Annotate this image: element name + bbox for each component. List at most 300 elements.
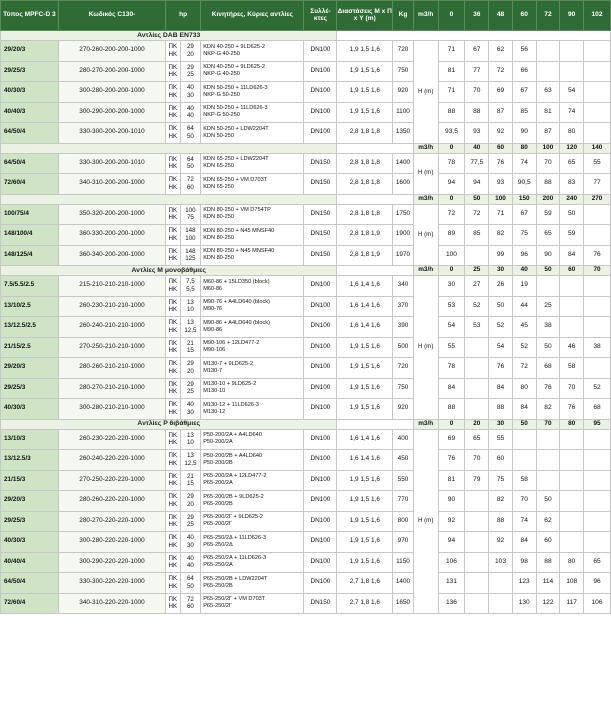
pk-label: ΠΚ: [168, 339, 178, 347]
row-dimensions: 2,8 1,8 1,8: [337, 204, 393, 225]
row-motors: [201, 276, 304, 297]
row-head-value: 30: [438, 276, 465, 297]
row-head-value: [465, 593, 489, 614]
row-head-value: 72: [438, 204, 465, 225]
row-hp: [180, 41, 201, 62]
row-dimensions: 1,6 1,4 1,6: [337, 296, 393, 317]
row-motors: [201, 317, 304, 338]
row-head-value: [465, 491, 489, 512]
row-head-value: 77: [584, 174, 611, 195]
table-row: [1, 82, 611, 103]
row-dimensions: 1,9 1,5 1,6: [337, 82, 393, 103]
row-head-value: 123: [512, 573, 536, 594]
row-head-value: 80: [560, 123, 584, 144]
row-pk-nk: [166, 102, 180, 123]
row-head-value: 76: [536, 378, 560, 399]
row-type: 21/15/3: [1, 470, 59, 491]
row-head-value: 52: [512, 337, 536, 358]
row-motors: [201, 102, 304, 123]
table-row: [1, 61, 611, 82]
row-type: 148/100/4: [1, 225, 59, 246]
row-code: 330-300-200-200-1010: [58, 123, 165, 144]
hp-jockey: 12,5: [184, 459, 197, 467]
row-code: 330-300-220-220-1000: [58, 573, 165, 594]
motor-secondary: P65-200/2Γ: [203, 521, 233, 528]
row-head-value: 45: [512, 317, 536, 338]
section-flow-header: 40: [465, 143, 489, 153]
row-weight: 1900: [393, 225, 414, 246]
row-dimensions: 1,9 1,5 1,6: [337, 491, 393, 512]
row-weight: 1650: [393, 593, 414, 614]
nk-label: ΗΚ: [168, 408, 178, 416]
row-weight: 720: [393, 41, 414, 62]
row-pk-nk: [166, 337, 180, 358]
section-m3h-label: m3/h: [413, 194, 438, 204]
table-row: [1, 153, 611, 174]
row-code: 270-260-200-200-1000: [58, 41, 165, 62]
section-flow-header: 30: [489, 266, 513, 276]
row-head-value: 84: [512, 532, 536, 553]
row-type: 40/30/3: [1, 399, 59, 420]
hp-main: 40: [186, 84, 194, 91]
row-head-value: [560, 61, 584, 82]
motor-main: KDN 40-250 + 9LD625-2: [203, 43, 265, 50]
section-flow-header: 50: [512, 419, 536, 429]
motor-main: KDN 65-250 + VM D703T: [203, 176, 268, 183]
hp-main: 64: [186, 155, 194, 163]
section-flow-header: 200: [536, 194, 560, 204]
section-title: [1, 194, 337, 204]
row-code: 300-280-220-220-1000: [58, 532, 165, 553]
row-flange: DN100: [304, 123, 337, 144]
row-code: 280-270-220-220-1000: [58, 511, 165, 532]
row-weight: 920: [393, 399, 414, 420]
section-spacer: [337, 194, 413, 204]
row-motors: [201, 573, 304, 594]
row-head-value: 90,5: [512, 174, 536, 195]
hp-jockey: 75: [186, 214, 194, 222]
table-row: [1, 245, 611, 266]
section-flow-header: 80: [560, 419, 584, 429]
row-type: 29/25/3: [1, 511, 59, 532]
row-dimensions: 1,9 1,5 1,6: [337, 470, 393, 491]
row-code: 340-310-200-200-1000: [58, 174, 165, 195]
row-head-value: [512, 450, 536, 471]
row-type: 40/40/3: [1, 102, 59, 123]
row-dimensions: 1,9 1,5 1,6: [337, 399, 393, 420]
row-head-value: 38: [536, 317, 560, 338]
row-code: 280-260-210-210-1000: [58, 358, 165, 379]
section-flow-header: 70: [584, 266, 611, 276]
row-pk-nk: [166, 573, 180, 594]
row-pk-nk: [166, 245, 180, 266]
pk-label: ΠΚ: [168, 319, 178, 326]
pk-label: ΠΚ: [168, 575, 178, 582]
row-head-value: 56: [512, 41, 536, 62]
row-head-value: 52: [489, 317, 513, 338]
section-flow-header: 60: [489, 143, 513, 153]
row-code: 270-250-210-210-1000: [58, 337, 165, 358]
row-head-value: 70: [512, 491, 536, 512]
row-weight: 750: [393, 61, 414, 82]
row-weight: 400: [393, 429, 414, 450]
row-head-value: 93: [465, 123, 489, 144]
row-pk-nk: [166, 174, 180, 195]
row-type: 13/10/3: [1, 429, 59, 450]
motor-main: P50-200/2A + A4LD640: [203, 432, 262, 439]
row-head-value: 60: [489, 450, 513, 471]
head-label-text: Η (m): [417, 87, 434, 95]
row-head-value: [465, 337, 489, 358]
row-head-value: 50: [489, 296, 513, 317]
row-pk-nk: [166, 82, 180, 103]
row-dimensions: 1,6 1,4 1,6: [337, 429, 393, 450]
hp-main: 72: [186, 595, 194, 603]
row-head-value: 82: [489, 491, 513, 512]
motor-secondary: KDN 80-250: [203, 234, 234, 241]
row-head-value: 63: [536, 82, 560, 103]
section-title: Αντλίες Μ μονοβάθμιες: [1, 266, 337, 276]
motor-secondary: NKP-G 40-250: [203, 50, 240, 57]
row-weight: 500: [393, 337, 414, 358]
section-header-row: [1, 266, 611, 276]
row-weight: 550: [393, 470, 414, 491]
row-head-value: 100: [438, 245, 465, 266]
row-head-value: 96: [512, 245, 536, 266]
row-type: 29/20/3: [1, 491, 59, 512]
section-header-row: [1, 31, 611, 41]
row-type: 148/125/4: [1, 245, 59, 266]
row-head-value: 94: [438, 174, 465, 195]
pk-label: ΠΚ: [168, 84, 178, 91]
hp-main: 13: [186, 452, 194, 459]
motor-secondary: M60-86: [203, 285, 223, 292]
hp-main: 29: [186, 493, 194, 500]
hp-jockey: 30: [186, 91, 194, 99]
section-flow-header: 0: [438, 419, 465, 429]
section-flow-header: 0: [438, 266, 465, 276]
row-motors: [201, 552, 304, 573]
row-flange: DN100: [304, 82, 337, 103]
row-head-value: 85: [465, 225, 489, 246]
row-head-value: 46: [560, 337, 584, 358]
motor-secondary: M90-86: [203, 326, 223, 333]
row-hp: [180, 358, 201, 379]
row-code: 260-240-210-210-1000: [58, 317, 165, 338]
header-flow-5: 90: [560, 1, 584, 31]
row-head-value: 71: [438, 82, 465, 103]
row-head-value: 67: [512, 82, 536, 103]
row-head-value: 72: [465, 204, 489, 225]
head-label: [413, 204, 438, 266]
row-head-value: [584, 491, 611, 512]
nk-label: ΗΚ: [168, 112, 178, 120]
pk-label: ΠΚ: [168, 125, 178, 132]
row-dimensions: 1,6 1,4 1,6: [337, 450, 393, 471]
row-pk-nk: [166, 123, 180, 144]
table-row: [1, 399, 611, 420]
row-head-value: 69: [489, 82, 513, 103]
row-motors: [201, 123, 304, 144]
pk-label: ΠΚ: [168, 227, 178, 234]
row-head-value: 114: [536, 573, 560, 594]
row-pk-nk: [166, 511, 180, 532]
table-row: [1, 552, 611, 573]
row-code: 270-250-220-220-1000: [58, 470, 165, 491]
row-head-value: [536, 41, 560, 62]
row-head-value: 76: [560, 399, 584, 420]
row-type: 13/12.5/3: [1, 450, 59, 471]
row-head-value: 58: [560, 358, 584, 379]
row-code: 360-330-200-200-1000: [58, 225, 165, 246]
row-type: 21/15/2.5: [1, 337, 59, 358]
pk-label: ΠΚ: [168, 298, 178, 306]
row-weight: 800: [393, 511, 414, 532]
row-head-value: 85: [512, 102, 536, 123]
hp-jockey: 30: [186, 541, 194, 549]
row-dimensions: 1,6 1,4 1,6: [337, 317, 393, 338]
row-head-value: [584, 61, 611, 82]
row-head-value: 88: [536, 174, 560, 195]
head-label-text: Η (m): [417, 169, 434, 177]
row-head-value: [584, 296, 611, 317]
motor-secondary: M130-10: [203, 388, 226, 395]
row-weight: 450: [393, 450, 414, 471]
nk-label: ΗΚ: [168, 480, 178, 488]
nk-label: ΗΚ: [168, 521, 178, 529]
row-head-value: 90: [536, 245, 560, 266]
row-head-value: 81: [438, 61, 465, 82]
nk-label: ΗΚ: [168, 183, 178, 191]
row-head-value: 71: [489, 204, 513, 225]
row-head-value: 77: [465, 61, 489, 82]
row-pk-nk: [166, 204, 180, 225]
hp-jockey: 125: [185, 255, 196, 263]
hp-jockey: 40: [186, 562, 194, 570]
row-head-value: 66: [512, 61, 536, 82]
row-head-value: 59: [536, 204, 560, 225]
section-flow-header: 30: [489, 419, 513, 429]
row-head-value: 106: [584, 593, 611, 614]
row-head-value: 79: [465, 470, 489, 491]
row-head-value: [560, 429, 584, 450]
nk-label: ΗΚ: [168, 163, 178, 171]
row-weight: 720: [393, 358, 414, 379]
motor-secondary: KDN 65-250: [203, 163, 234, 170]
table-row: [1, 41, 611, 62]
pk-label: ΠΚ: [168, 278, 178, 285]
row-head-value: 55: [584, 153, 611, 174]
table-row: [1, 317, 611, 338]
row-dimensions: 2,8 1,8 1,8: [337, 174, 393, 195]
pk-label: ΠΚ: [168, 247, 178, 255]
row-head-value: 27: [465, 276, 489, 297]
row-head-value: [465, 532, 489, 553]
row-hp: [180, 573, 201, 594]
row-head-value: [560, 276, 584, 297]
table-row: [1, 276, 611, 297]
row-head-value: 76: [584, 245, 611, 266]
row-hp: [180, 61, 201, 82]
section-title: Αντλίες DAB EN733: [1, 31, 337, 41]
row-head-value: 53: [465, 317, 489, 338]
row-pk-nk: [166, 378, 180, 399]
nk-label: ΗΚ: [168, 603, 178, 611]
row-motors: [201, 174, 304, 195]
row-motors: [201, 225, 304, 246]
row-code: 360-340-200-200-1000: [58, 245, 165, 266]
nk-label: ΗΚ: [168, 71, 178, 79]
motor-main: KDN 80-250 + N45 MNSF40: [203, 227, 275, 234]
section-flow-header: 270: [584, 194, 611, 204]
row-head-value: 94: [438, 532, 465, 553]
hp-main: 40: [186, 554, 194, 562]
row-type: 64/50/4: [1, 573, 59, 594]
row-motors: [201, 41, 304, 62]
hp-jockey: 25: [186, 388, 194, 396]
nk-label: ΗΚ: [168, 285, 178, 293]
row-head-value: 92: [489, 532, 513, 553]
section-flow-header: 80: [512, 143, 536, 153]
section-title: Αντλίες P 6ιβάθμιες: [1, 419, 337, 429]
row-head-value: [512, 429, 536, 450]
section-m3h-label: m3/h: [413, 143, 438, 153]
row-head-value: [536, 61, 560, 82]
row-head-value: [584, 123, 611, 144]
row-weight: 750: [393, 378, 414, 399]
row-head-value: [584, 429, 611, 450]
hp-jockey: 12,5: [184, 326, 197, 334]
pk-label: ΠΚ: [168, 380, 178, 388]
header-hp: hp: [166, 1, 201, 31]
row-pk-nk: [166, 593, 180, 614]
pk-label: ΠΚ: [168, 176, 178, 183]
row-type: 64/50/4: [1, 153, 59, 174]
hp-jockey: 25: [186, 71, 194, 79]
pk-label: ΠΚ: [168, 155, 178, 163]
row-head-value: [465, 511, 489, 532]
row-head-value: 103: [489, 552, 513, 573]
row-code: 340-310-220-220-1000: [58, 593, 165, 614]
row-head-value: 82: [489, 225, 513, 246]
row-head-value: 136: [438, 593, 465, 614]
section-flow-header: 60: [560, 266, 584, 276]
row-head-value: [584, 102, 611, 123]
hp-jockey: 50: [186, 582, 194, 590]
table-row: [1, 573, 611, 594]
motor-secondary: NKP-G 40-250: [203, 71, 240, 78]
row-type: 40/40/4: [1, 552, 59, 573]
row-code: 350-320-200-200-1000: [58, 204, 165, 225]
hp-main: 7,5: [186, 278, 195, 285]
row-hp: [180, 511, 201, 532]
row-head-value: [465, 378, 489, 399]
row-flange: DN150: [304, 153, 337, 174]
row-code: 260-230-210-210-1000: [58, 296, 165, 317]
row-head-value: 77,5: [465, 153, 489, 174]
hp-main: 29: [186, 43, 194, 50]
hp-jockey: 10: [186, 306, 194, 314]
header-code: Κωδικός C130-: [58, 1, 165, 31]
row-head-value: 68: [584, 399, 611, 420]
row-hp: [180, 102, 201, 123]
row-head-value: 131: [438, 573, 465, 594]
pk-label: ΠΚ: [168, 360, 178, 367]
nk-label: ΗΚ: [168, 388, 178, 396]
row-flange: DN100: [304, 573, 337, 594]
row-weight: 970: [393, 532, 414, 553]
row-head-value: [465, 573, 489, 594]
row-code: 280-270-200-200-1000: [58, 61, 165, 82]
row-motors: [201, 337, 304, 358]
row-flange: DN150: [304, 593, 337, 614]
row-head-value: 81: [536, 102, 560, 123]
row-head-value: 122: [536, 593, 560, 614]
motor-secondary: P65-250/2B: [203, 582, 233, 589]
motor-secondary: M90-106: [203, 347, 226, 354]
row-flange: DN100: [304, 276, 337, 297]
table-row: [1, 174, 611, 195]
nk-label: ΗΚ: [168, 214, 178, 222]
motor-main: M130-12 + 11LD626-3: [203, 401, 259, 408]
row-head-value: 58: [512, 470, 536, 491]
row-head-value: 67: [465, 41, 489, 62]
motor-main: M90-106 + 12LD477-2: [203, 340, 260, 347]
section-flow-header: 100: [489, 194, 513, 204]
row-motors: [201, 245, 304, 266]
row-code: 300-280-200-200-1000: [58, 82, 165, 103]
hp-main: 148: [185, 247, 196, 255]
section-flow-header: 50: [465, 194, 489, 204]
row-motors: [201, 358, 304, 379]
head-label-text: Η (m): [417, 230, 434, 238]
header-flow-3: 60: [512, 1, 536, 31]
header-flow-2: 48: [489, 1, 513, 31]
pk-label: ΠΚ: [168, 63, 178, 71]
table-row: [1, 337, 611, 358]
row-weight: 390: [393, 317, 414, 338]
row-type: 29/20/3: [1, 41, 59, 62]
row-type: 29/25/3: [1, 61, 59, 82]
nk-label: ΗΚ: [168, 347, 178, 355]
row-head-value: [584, 225, 611, 246]
table-body: [1, 31, 611, 614]
table-row: [1, 511, 611, 532]
row-head-value: 50: [560, 204, 584, 225]
row-head-value: 50: [536, 491, 560, 512]
row-dimensions: 1,9 1,5 1,6: [337, 41, 393, 62]
hp-jockey: 30: [186, 408, 194, 416]
row-pk-nk: [166, 317, 180, 338]
row-head-value: [560, 470, 584, 491]
hp-main: 29: [186, 63, 194, 71]
hp-main: 40: [186, 534, 194, 541]
head-label: [413, 429, 438, 614]
motor-secondary: NKP-G 50-250: [203, 112, 240, 119]
section-spacer: [337, 419, 413, 429]
row-flange: DN100: [304, 358, 337, 379]
row-dimensions: 2,7 1,8 1,6: [337, 573, 393, 594]
nk-label: ΗΚ: [168, 306, 178, 314]
row-head-value: 59: [560, 225, 584, 246]
row-pk-nk: [166, 491, 180, 512]
row-weight: 1100: [393, 102, 414, 123]
row-hp: [180, 450, 201, 471]
row-pk-nk: [166, 41, 180, 62]
row-head-value: [536, 276, 560, 297]
row-hp: [180, 204, 201, 225]
table-row: [1, 123, 611, 144]
